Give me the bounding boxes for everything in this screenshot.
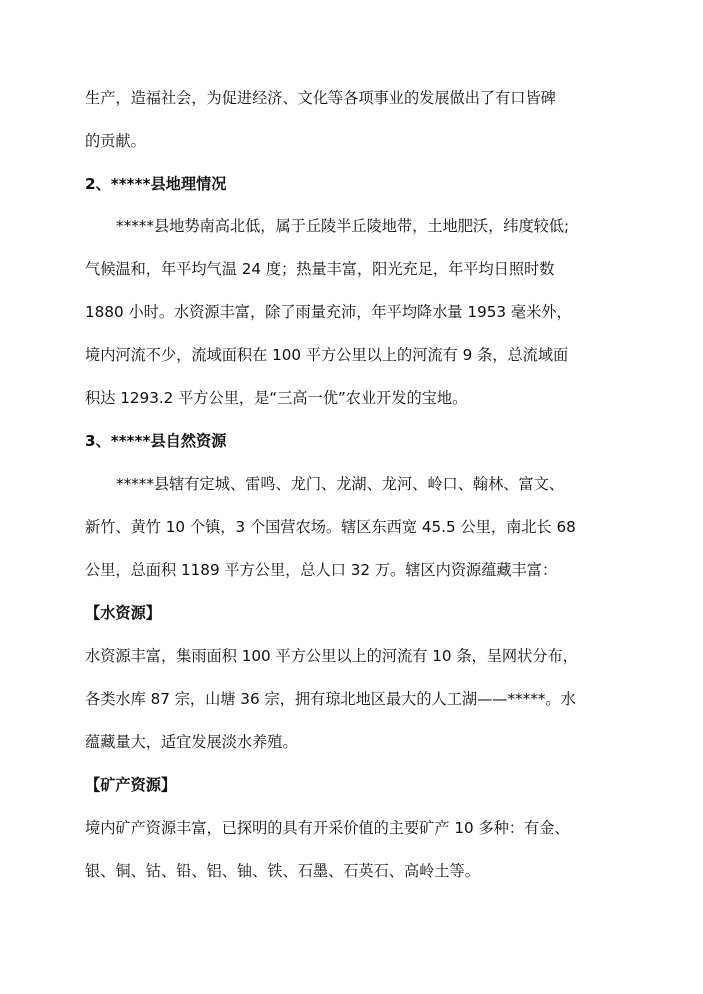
- section-3-line-1: *****县辖有定城、雷鸣、龙门、龙湖、龙河、岭口、翰林、富文、: [116, 475, 565, 493]
- water-line-1: 水资源丰富，集雨面积 100 平方公里以上的河流有 10 条，呈网状分布，: [85, 647, 578, 665]
- intro-line-2: 的贡献。: [85, 132, 146, 150]
- water-line-3: 蕴藏量大，适宜发展淡水养殖。: [85, 733, 298, 751]
- section-2-heading: 2、*****县地理情况: [85, 175, 227, 193]
- mineral-resources-heading: 【矿产资源】: [85, 776, 177, 794]
- intro-line-1: 生产，造福社会，为促进经济、文化等各项事业的发展做出了有口皆碑: [85, 89, 556, 107]
- section-2-line-3: 1880 小时。水资源丰富，除了雨量充沛，年平均降水量 1953 毫米外，: [85, 303, 572, 321]
- section-2-line-4: 境内河流不少，流域面积在 100 平方公里以上的河流有 9 条，总流域面: [85, 346, 569, 364]
- section-2-line-1: *****县地势南高北低，属于丘陵半丘陵地带，土地肥沃，纬度较低;: [116, 217, 570, 235]
- water-line-2: 各类水库 87 宗，山塘 36 宗，拥有琼北地区最大的人工湖——*****。水: [85, 690, 576, 708]
- section-2-line-5: 积达 1293.2 平方公里，是“三高一优”农业开发的宝地。: [85, 389, 468, 407]
- mineral-line-2: 银、铜、钴、铅、铝、铀、铁、石墨、石英石、高岭土等。: [85, 862, 480, 880]
- section-2-line-2: 气候温和，年平均气温 24 度；热量丰富，阳光充足，年平均日照时数: [85, 260, 555, 278]
- section-3-heading: 3、*****县自然资源: [85, 432, 227, 450]
- mineral-line-1: 境内矿产资源丰富，已探明的具有开采价值的主要矿产 10 多种：有金、: [85, 819, 570, 837]
- water-resources-heading: 【水资源】: [85, 604, 161, 622]
- section-3-line-3: 公里，总面积 1189 平方公里，总人口 32 万。辖区内资源蕴藏丰富：: [85, 561, 558, 579]
- section-3-line-2: 新竹、黄竹 10 个镇，3 个国营农场。辖区东西宽 45.5 公里，南北长 68: [85, 518, 576, 536]
